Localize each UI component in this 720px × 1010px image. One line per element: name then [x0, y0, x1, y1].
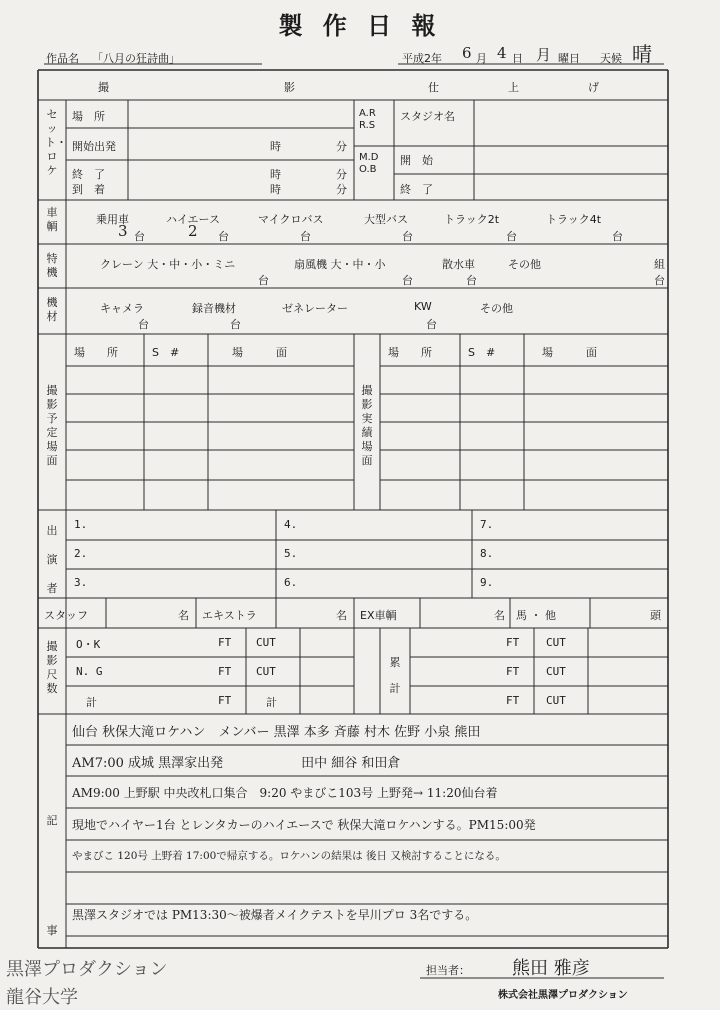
ok-ft: FT: [218, 636, 232, 649]
cast-4: 4.: [284, 518, 298, 531]
cast-1: 1.: [74, 518, 88, 531]
watermark-line-2: 龍谷大学: [6, 987, 78, 1008]
cast-label: 出演者: [46, 524, 58, 595]
cum-ng-ft: FT: [506, 665, 520, 678]
work-label: 作品名: [46, 52, 79, 65]
day-unit: 日: [512, 52, 523, 65]
cast-9: 9.: [480, 576, 494, 589]
note-line-1: 仙台 秋保大滝ロケハン メンバー 黒澤 本多 斉藤 村木 佐野 小泉 熊田: [72, 725, 481, 740]
unit-sound: 台: [230, 318, 241, 331]
weather-value: 晴: [632, 42, 652, 66]
unit-crane: 台: [258, 274, 269, 287]
vehicle-type-car: 乗用車: [96, 213, 129, 226]
end-label: 終 了: [72, 168, 105, 181]
vehicle-type-bus: 大型バス: [364, 213, 408, 226]
note-line-4: 現地でハイヤー1台 とレンタカーのハイエースで 秋保大滝ロケハンする。PM15:00発: [72, 818, 536, 832]
cast-5: 5.: [284, 547, 298, 560]
unit-fan: 台: [402, 274, 413, 287]
page-title: 製 作 日 報: [278, 11, 442, 40]
film-label: 撮影尺数: [46, 640, 58, 695]
company-name: 株式会社黒澤プロダクション: [498, 990, 628, 1001]
cum-ng-cut: CUT: [546, 665, 566, 678]
extras-label: エキストラ: [202, 609, 257, 622]
actual-scenes-label: 撮影実績場面: [361, 384, 373, 467]
month-value: 6: [462, 44, 472, 62]
special-other: その他: [508, 258, 541, 271]
end-minute-unit: 分: [336, 168, 347, 181]
ng-ft: FT: [218, 665, 232, 678]
total-label: 計: [86, 696, 97, 709]
cum-ok-cut: CUT: [546, 636, 566, 649]
shoot-header-a: 撮: [98, 81, 109, 94]
notes-label: 記事: [46, 814, 58, 937]
arrive-label: 到 着: [72, 183, 105, 196]
cast-6: 6.: [284, 576, 298, 589]
day-value: 4: [497, 44, 507, 62]
place-label: 場 所: [72, 110, 105, 123]
finish-header-a: 仕: [428, 81, 439, 94]
month-unit: 月: [476, 52, 487, 65]
cast-3: 3.: [74, 576, 88, 589]
equip-sound: 録音機材: [192, 302, 236, 315]
plan-col-scene: 場 面: [232, 346, 287, 359]
vehicle-type-hiace: ハイエース: [166, 213, 221, 226]
unit-kw: 台: [426, 318, 437, 331]
special-group-label: 組: [654, 258, 665, 271]
extras-unit: 名: [336, 609, 347, 622]
weather-label: 天候: [600, 52, 622, 65]
vehicle-count-hiace: 2: [188, 222, 198, 240]
equip-kw: KW: [414, 300, 432, 313]
vehicle-type-truck2t: トラック2t: [444, 213, 500, 226]
finish-label: 終 了: [400, 183, 433, 196]
equip-camera: キャメラ: [100, 302, 144, 315]
planned-scenes-label: 撮影予定場面: [46, 384, 58, 467]
cum-ok-ft: FT: [506, 636, 520, 649]
ok-cut: CUT: [256, 636, 276, 649]
weekday-unit: 曜日: [558, 52, 580, 65]
depart-hour-unit: 時: [270, 140, 281, 153]
ar-rs-label: A.R R.S: [359, 108, 376, 131]
watermark-line-1: 黒澤プロダクション: [6, 959, 168, 980]
ex-vehicle-unit: 名: [494, 609, 505, 622]
cum-total-cut: CUT: [546, 694, 566, 707]
ng-cut: CUT: [256, 665, 276, 678]
arrive-hour-unit: 時: [270, 183, 281, 196]
unit-microbus: 台: [300, 230, 311, 243]
vehicles-label: 車輌: [46, 206, 58, 233]
equip-generator: ゼネレーター: [282, 302, 348, 315]
actual-col-scene: 場 面: [542, 346, 597, 359]
note-line-3: AM9:00 上野駅 中央改札口集合 9:20 やまびこ103号 上野発→ 11:20仙台着: [72, 786, 498, 800]
special-water: 散水車: [442, 258, 475, 271]
plan-col-place: 場 所: [74, 346, 118, 359]
unit-hiace: 台: [218, 230, 229, 243]
unit-car: 台: [134, 230, 145, 243]
unit-water: 台: [466, 274, 477, 287]
cumulative-label: 累計: [389, 656, 401, 695]
horse-unit: 頭: [650, 609, 661, 622]
actual-col-scene-no: S #: [468, 346, 496, 359]
arrive-minute-unit: 分: [336, 183, 347, 196]
person-name: 熊田 雅彦: [512, 958, 590, 979]
location-section-label: セット・ロケ: [45, 108, 67, 177]
equipment-label: 機材: [46, 296, 58, 323]
note-line-7: 黒澤スタジオでは PM13:30～被爆者メイクテストを早川プロ 3名でする。: [72, 908, 478, 922]
unit-truck4t: 台: [612, 230, 623, 243]
total-ft: FT: [218, 694, 232, 707]
md-ob-label: M.D O.B: [359, 152, 379, 175]
note-line-5: やまびこ 120号 上野着 17:00で帰京する。ロケハンの結果は 後日 又検討することになる。: [72, 850, 506, 862]
era: 平成2年: [402, 52, 442, 65]
special-label: 特機: [46, 252, 58, 279]
vehicle-type-microbus: マイクロバス: [258, 213, 324, 226]
shoot-header-b: 影: [284, 81, 295, 94]
ok-label: O・K: [76, 638, 101, 651]
work-name: 「八月の狂詩曲」: [92, 52, 180, 65]
plan-col-scene-no: S #: [152, 346, 180, 359]
unit-bus: 台: [402, 230, 413, 243]
cast-2: 2.: [74, 547, 88, 560]
cast-7: 7.: [480, 518, 494, 531]
staff-unit: 名: [178, 609, 189, 622]
weekday-value: 月: [536, 46, 552, 64]
depart-label: 開始出発: [72, 140, 116, 153]
unit-other: 台: [654, 274, 665, 287]
total-cut-label: 計: [266, 696, 277, 709]
person-label: 担当者：: [426, 964, 470, 977]
note-line-2: AM7:00 成城 黒澤家出発 田中 細谷 和田倉: [72, 756, 401, 771]
finish-header-c: げ: [588, 81, 599, 94]
vehicle-type-truck4t: トラック4t: [546, 213, 602, 226]
studio-label: スタジオ名: [400, 110, 455, 123]
staff-label: スタッフ: [44, 609, 88, 622]
unit-camera: 台: [138, 318, 149, 331]
special-crane: クレーン 大・中・小・ミニ: [100, 258, 236, 271]
horse-label: 馬 ・ 他: [516, 609, 556, 622]
actual-col-place: 場 所: [388, 346, 432, 359]
finish-header-b: 上: [508, 81, 519, 94]
vehicle-count-car: 3: [118, 222, 128, 240]
cast-8: 8.: [480, 547, 494, 560]
equip-other: その他: [480, 302, 513, 315]
end-hour-unit: 時: [270, 168, 281, 181]
depart-minute-unit: 分: [336, 140, 347, 153]
unit-truck2t: 台: [506, 230, 517, 243]
ng-label: N. G: [76, 665, 103, 678]
special-fan: 扇風機 大・中・小: [294, 258, 386, 271]
start-label: 開 始: [400, 154, 433, 167]
ex-vehicle-label: EX車輌: [360, 609, 397, 622]
cum-total-ft: FT: [506, 694, 520, 707]
